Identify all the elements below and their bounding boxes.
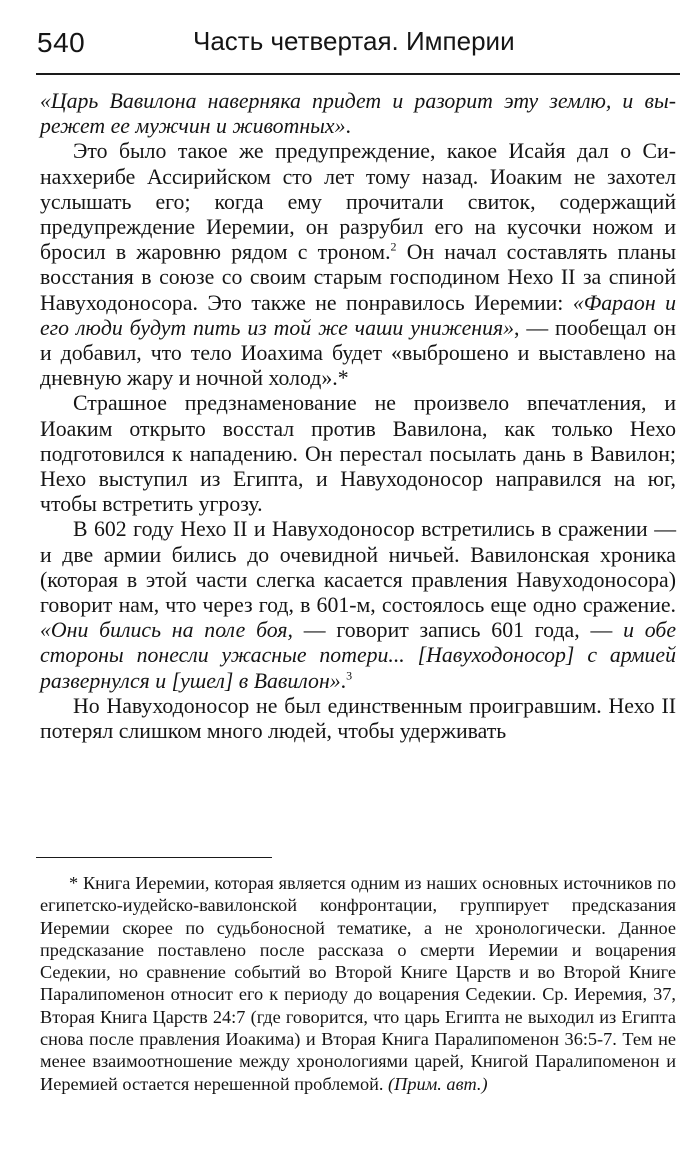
page-header	[0, 0, 695, 80]
text-run: Но Навуходоносор не был единственным проигравшим. Нехо II потерял слишком много людей, чтобы удерживать	[40, 693, 676, 744]
paragraph	[40, 694, 676, 744]
page-number: 540	[37, 27, 86, 58]
paragraph	[40, 391, 676, 517]
footnote-paragraph	[40, 872, 676, 1095]
text-run: .	[340, 668, 347, 693]
paragraph	[40, 89, 676, 139]
italic-quote: «Они бились на поле боя,	[40, 618, 293, 643]
text-run: В 602 году Нехо II и Навуходоносор встретились в сражении — и две армии бились до очевидной ничьей. Вавилонская хроника (которая в этой части слегка касается правления Навуходоносора) говорит нам, что через год, в 601-м, состоялось еще одно сражение.	[40, 517, 676, 618]
footnote-reference: 3	[346, 668, 353, 683]
footnote-reference: 2	[390, 239, 397, 254]
italic-quote: (Прим. авт.)	[388, 1073, 488, 1094]
text-run: Это было такое же предупреждение, какое Исайя дал о Синаххерибе Ассирийском сто лет тому назад. Иоаким не захотел услышать его; когда ему прочитали свиток, содержащий предупреждение Иеремии, он разрубил его на кусочки ножом и бросил в жаровню рядом с троном.	[40, 139, 676, 265]
text-run: .	[345, 114, 351, 139]
text-run: * Книга Иеремии, которая является одним из наших основных источников по египетско-иудейско-вавилонской конфронтации, группирует предсказания Иеремии скорее по судьбоносной тематике, а не хронологически. Данное предсказание поставлено после рассказа о смерти Иеремии и воцарения Седекии, но сравнение событий во Второй Книге Царств и во Второй Книге Паралипоменон относит его к периоду до воцарения Седекии. Ср. Иеремия, 37, Вторая Книга Царств 24:7 (где говорится, что царь Египта не выходил из Египта снова после правления Иоакима) и Вторая Книга Паралипоменон 36:5-7. Тем не менее взаимоотношение между хронологиями царей, Книгой Паралипоменон и Иеремией остается нерешенной проблемой.	[40, 873, 676, 1094]
footnote-rule	[36, 857, 272, 858]
italic-quote: «Фараон и его люди будут пить из той же чаши унижения»	[40, 290, 676, 340]
footnote	[40, 872, 676, 1095]
text-run: Страшное предзнаменование не произвело впечатления, и Иоаким открыто восстал против Вавилона, как только Нехо подготовился к нападению. Он перестал посылать дань в Вавилон; Нехо выступил из Египта, и Навуходоносор направился на юг, чтобы встретить угрозу.	[40, 391, 676, 517]
main-text	[40, 89, 676, 744]
text-run: Он начал составлять планы восстания в союзе со своим старым господином Нехо II за спиной Навуходоносора. Это также не понравилось Иеремии:	[40, 240, 676, 315]
paragraph	[40, 517, 676, 693]
running-head: Часть четвертая. Империи	[193, 26, 515, 56]
italic-quote: «Царь Вавилона наверняка придет и разорит эту землю, и вырежет ее мужчин и животных»	[40, 89, 676, 139]
italic-quote: и обе стороны понесли ужасные потери... [Навуходоносор] с армией развернулся и [ушел] в Вавилон»	[40, 618, 677, 693]
text-run: — говорит запись 601 года, —	[292, 618, 624, 643]
header-rule	[36, 73, 680, 75]
text-run: , — пообещал он и добавил, что тело Иоахима будет «выброшено и выставлено на дневную жару и ночной холод».*	[40, 315, 676, 391]
paragraph	[40, 139, 676, 391]
